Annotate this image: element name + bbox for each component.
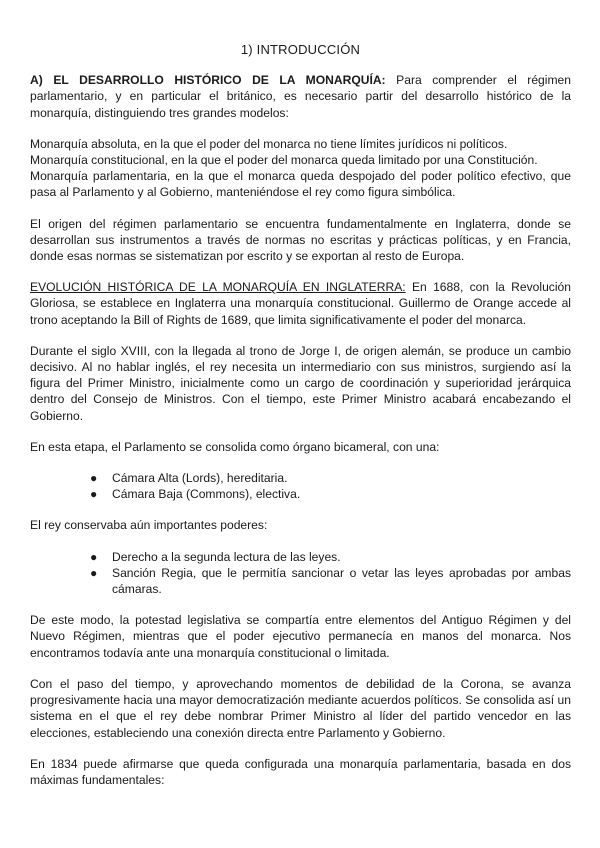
bullet-icon: ● [90,471,98,486]
year-1834-paragraph: En 1834 puede afirmarse que queda configurada una monarquía parlamentaria, basada en dos máximas fundamentales: [30,756,571,787]
powers-intro: El rey conservaba aún importantes poderes: [30,518,268,533]
chambers-list [30,470,571,502]
list-item [30,549,571,565]
bullet-icon: ● [90,565,98,580]
mixed-regime-paragraph: De este modo, la potestad legislativa se compartía entre elementos del Antiguo Régimen y del Nuevo Régimen, mientras que el poder ejecutivo permanecía en manos del monarca. Nos encontramos todavía ante una monarquía constitucional o limitada. [30,613,571,660]
democratization-paragraph: Con el paso del tiempo, y aprovechando momentos de debilidad de la Corona, se avanza progresivamente hacia una mayor democratización mediante acuerdos políticos. Se consolida así un sistema en el que el rey debe nombrar Primer Ministro al líder del partido vencedor en las elecciones, estableciendo una conexión directa entre Parlamento y Gobierno. [30,676,571,740]
power-royal-assent: Sanción Regia, que le permitía sancionar o vetar las leyes aprobadas por ambas cámaras. [112,565,571,597]
powers-list [30,549,571,598]
list-item [30,565,571,597]
xviii-paragraph: Durante el siglo XVIII, con la llegada al trono de Jorge I, de origen alemán, se produce un cambio decisivo. Al no hablar inglés, el rey necesita un intermediario con sus ministros, surgiendo así la figura del Primer Ministro, inicialmente como un cargo de coordinación y superioridad jerárquica dentro del Consejo de Ministros. Con el tiempo, este Primer Ministro acabará encabezando el Gobierno. [30,343,571,423]
evolution-paragraph [30,279,571,328]
evolution-heading: EVOLUCIÓN HISTÓRICA DE LA MONARQUÍA EN INGLATERRA: [30,280,406,295]
models-paragraph [30,136,571,201]
origin-paragraph: El origen del régimen parlamentario se encuentra fundamentalmente en Inglaterra, donde se desarrollan sus instrumentos a través de normas no escritas y prácticas políticas, y en Francia, donde esas normas se sistematizan por escrito y se exportan al resto de Europa. [30,216,571,264]
evolution-text: En 1688, con la Revolución Gloriosa, se establece en Inglaterra una monarquía constitucional. Guillermo de Orange accede al trono aceptando la Bill of Rights de 1689, que limita significativamente el poder del monarca. [30,280,571,327]
section-a-text: Para comprender el régimen parlamentario, y en particular el británico, es necesario partir del desarrollo histórico de la monarquía, distinguiendo tres grandes modelos: [30,73,571,120]
section-a-heading: A) EL DESARROLLO HISTÓRICO DE LA MONARQUÍA: [30,73,386,88]
page-title: 1) INTRODUCCIÓN [240,42,361,57]
model-parliamentary: Monarquía parlamentaria, en la que el monarca queda despojado del poder político efectivo, que pasa al Parlamento y al Gobierno, manteniéndose el rey como figura simbólica. [30,169,571,200]
parliament-intro: En esta etapa, el Parlamento se consolida como órgano bicameral, con una: [30,439,440,454]
chamber-lower: Cámara Baja (Commons), electiva. [112,487,301,502]
power-second-reading: Derecho a la segunda lectura de las leyes. [112,549,341,564]
list-item [30,470,571,486]
bullet-icon: ● [90,487,98,502]
list-item [30,486,571,502]
chamber-upper: Cámara Alta (Lords), hereditaria. [112,471,288,486]
bullet-icon: ● [90,549,98,564]
model-absolute: Monarquía absoluta, en la que el poder del monarca no tiene límites jurídicos ni políticos. [30,136,508,151]
model-constitutional: Monarquía constitucional, en la que el poder del monarca queda limitado por una Constitución. [30,153,538,168]
section-a-paragraph [30,72,571,121]
